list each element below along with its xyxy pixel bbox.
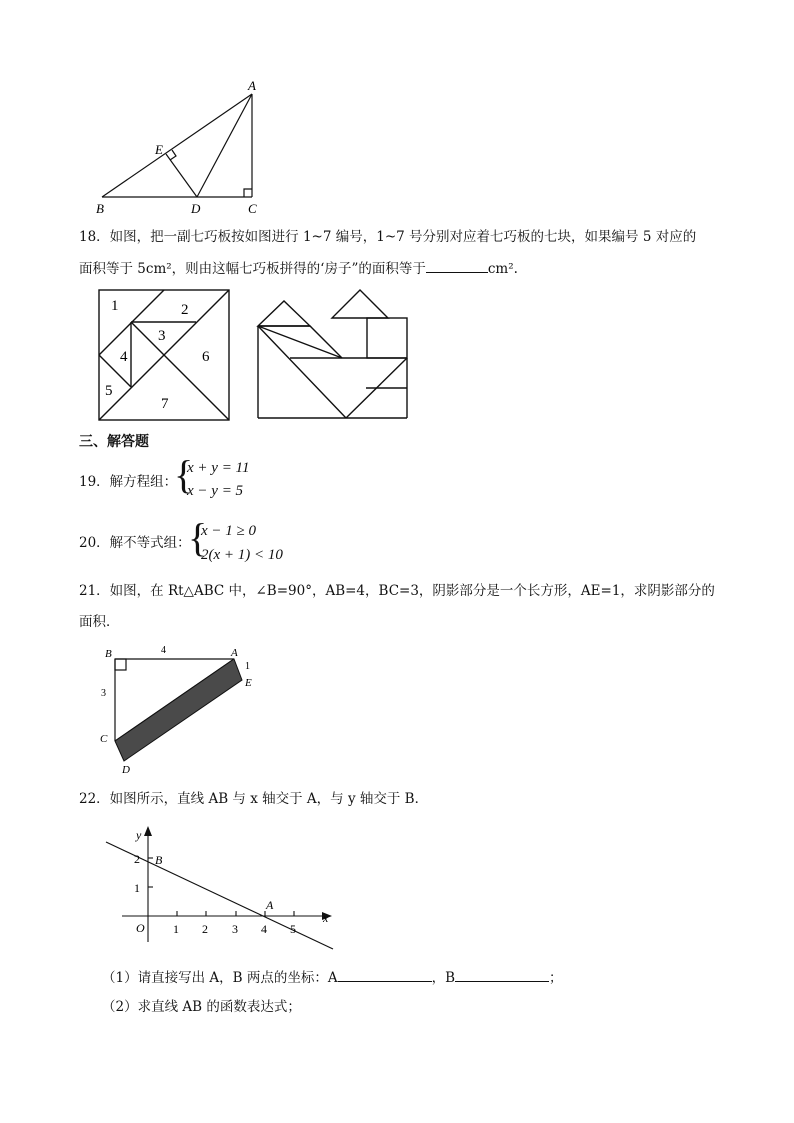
y-axis-label: y <box>136 828 142 842</box>
label-c-21: C <box>100 733 108 745</box>
x-tick-5: 5 <box>290 922 296 936</box>
dim-bc-21: 3 <box>101 688 106 699</box>
label-e-21: E <box>245 677 252 689</box>
point-b-label: B <box>155 853 163 867</box>
label-a-21: A <box>231 647 238 659</box>
x-tick-3: 3 <box>232 922 238 936</box>
tangram-number-4: 4 <box>120 349 128 365</box>
y-axis-arrow-icon <box>144 826 152 836</box>
segment-ad <box>197 94 252 197</box>
question-22-sub1-text: （1）请直接写出 A，B 两点的坐标：A <box>102 970 338 986</box>
label-b: B <box>96 201 104 216</box>
right-triangle-figure-21 <box>95 642 275 778</box>
tangram-number-1: 1 <box>111 298 119 314</box>
question-22-sub2: （2）求直线 AB 的函数表达式； <box>102 999 301 1015</box>
y-tick-1: 1 <box>134 881 140 895</box>
tangram-number-7: 7 <box>161 396 169 412</box>
question-22-sub1-end: ； <box>549 970 563 986</box>
question-18-line1: 18．如图，把一副七巧板按如图进行 1~7 编号，1~7 号分别对应着七巧板的七块，如果编号 5 对应的 <box>79 229 697 245</box>
question-18-unit: cm². <box>487 261 518 277</box>
coordinate-graph-22 <box>100 826 340 954</box>
label-d-21: D <box>122 764 130 776</box>
tangram-number-3: 3 <box>158 328 166 344</box>
origin-label: O <box>136 921 145 935</box>
tangram-number-6: 6 <box>202 349 210 365</box>
point-a-label: A <box>266 898 274 912</box>
question-22-sub1-b: ，B <box>431 970 456 986</box>
question-18-line2-text: 面积等于 5cm²，则由这幅七巧板拼得的‘房子”的面积等于 <box>79 261 426 277</box>
system-brace-20: { <box>188 515 208 560</box>
tangram-square-figure <box>96 287 234 423</box>
question-21-line1: 21．如图，在 Rt△ABC 中，∠B=90°，AB=4，BC=3，阴影部分是一个长方形，AE=1，求阴影部分的 <box>79 583 715 599</box>
tangram-house-figure <box>254 287 420 423</box>
x-axis-label: x <box>323 911 329 925</box>
label-d: D <box>191 201 201 216</box>
question-21-line2: 面积． <box>79 614 120 630</box>
label-c: C <box>248 201 257 216</box>
question-22-text: 22．如图所示，直线 AB 与 x 轴交于 A，与 y 轴交于 B． <box>79 791 429 807</box>
segment-de <box>166 154 197 197</box>
y-tick-2: 2 <box>134 852 140 866</box>
x-tick-2: 2 <box>202 922 208 936</box>
segment-ab <box>102 94 252 197</box>
inequality-20-1: x − 1 ≥ 0 <box>201 523 257 539</box>
answer-blank-18[interactable] <box>426 258 488 273</box>
section-three-title: 三、解答题 <box>79 434 149 450</box>
tangram-number-2: 2 <box>181 302 189 318</box>
shaded-rectangle <box>115 659 242 761</box>
dim-ae-21: 1 <box>245 661 250 672</box>
inequality-20-2: 2(x + 1) < 10 <box>201 547 283 563</box>
label-a: A <box>248 78 256 93</box>
question-20-prefix: 20．解不等式组： <box>79 535 191 551</box>
label-b-21: B <box>105 648 112 660</box>
answer-blank-b[interactable] <box>455 967 549 982</box>
x-tick-4: 4 <box>261 922 267 936</box>
equation-19-1: x + y = 11 <box>187 460 250 476</box>
x-tick-1: 1 <box>173 922 179 936</box>
dim-ab-21: 4 <box>161 645 166 656</box>
label-e: E <box>155 142 163 157</box>
question-22-sub1 <box>102 967 563 988</box>
answer-blank-a[interactable] <box>338 967 432 982</box>
equation-19-2: x − y = 5 <box>187 483 244 499</box>
system-brace-19: { <box>174 452 194 497</box>
question-19-prefix: 19．解方程组： <box>79 474 178 490</box>
triangle-figure-17 <box>90 78 270 218</box>
right-angle-mark-c <box>244 189 252 197</box>
question-18-line2 <box>79 258 518 279</box>
right-angle-mark-e <box>170 150 176 160</box>
tangram-number-5: 5 <box>105 383 113 399</box>
